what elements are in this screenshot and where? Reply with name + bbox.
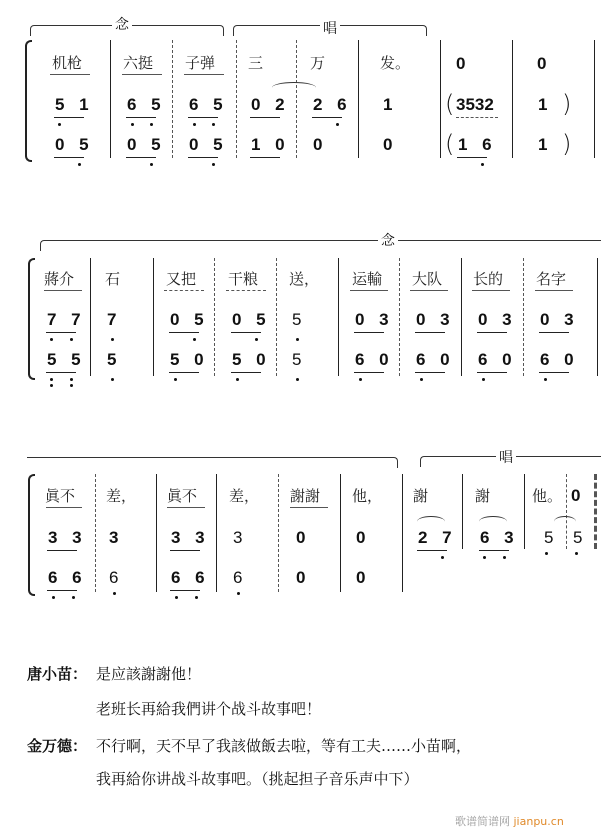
beam <box>170 590 200 591</box>
barline-dashed <box>399 258 400 376</box>
note-bottom: 1 0 <box>251 135 290 154</box>
lyric-underline <box>122 74 162 75</box>
beam <box>250 157 280 158</box>
octave-dot <box>420 378 423 381</box>
lyric: 三 <box>248 54 264 72</box>
beam <box>539 332 569 333</box>
octave-dot <box>111 378 114 381</box>
beam <box>169 332 199 333</box>
barline-dashed <box>566 474 567 549</box>
octave-dot <box>441 556 444 559</box>
note-bottom: 5 5 <box>47 350 86 369</box>
note-top: 6 5 <box>127 95 166 114</box>
lyric: 又把 <box>166 270 197 288</box>
beam <box>417 550 447 551</box>
barline <box>597 258 598 376</box>
barline <box>340 474 341 592</box>
lyric-rest: 0 <box>456 54 471 73</box>
note-top: 2 7 <box>418 528 457 547</box>
barline-dashed <box>523 258 524 376</box>
note-bottom: 0 5 <box>189 135 228 154</box>
beam <box>231 372 261 373</box>
octave-dot <box>503 556 506 559</box>
lyric-underline <box>44 290 82 291</box>
barline <box>90 258 91 376</box>
note-top: 5 <box>544 528 559 547</box>
beam <box>415 372 445 373</box>
note-top: 0 3 <box>540 310 579 329</box>
note-top: 0 2 <box>251 95 290 114</box>
lyric: 眞不 <box>45 487 76 505</box>
octave-dot <box>70 378 73 381</box>
lyric-underline <box>167 507 205 508</box>
barline <box>512 40 513 158</box>
octave-dot <box>50 338 53 341</box>
barline <box>461 258 462 376</box>
note-top: 1 <box>383 95 398 114</box>
section-bracket-line <box>27 457 398 468</box>
note-bottom: 0 5 <box>127 135 166 154</box>
note-bottom: 0 5 <box>55 135 94 154</box>
note-bottom: 5 <box>107 350 122 369</box>
barline <box>110 40 111 158</box>
lyric-rest: 0 <box>571 486 586 505</box>
beam <box>539 372 569 373</box>
lyric: 子弹 <box>185 54 216 72</box>
octave-dot <box>70 384 73 387</box>
lyric-underline <box>226 290 266 291</box>
beam <box>479 550 509 551</box>
beam <box>354 332 384 333</box>
octave-dot <box>52 596 55 599</box>
barline <box>462 474 463 549</box>
lyric: 謝 <box>475 487 491 505</box>
beam <box>231 332 261 333</box>
note-top: 5 <box>292 310 307 329</box>
octave-dot <box>545 552 548 555</box>
octave-dot <box>336 123 339 126</box>
octave-dot <box>212 163 215 166</box>
note-top: 0 <box>296 528 311 547</box>
note-bottom: 0 <box>313 135 328 154</box>
beam <box>188 117 218 118</box>
octave-dot <box>296 378 299 381</box>
note-top: 3532 <box>456 95 494 114</box>
barline <box>338 258 339 376</box>
lyric-underline <box>290 507 328 508</box>
lyric: 名字 <box>536 270 567 288</box>
octave-dot <box>193 123 196 126</box>
note-bottom: 6 6 <box>171 568 210 587</box>
lyric-underline <box>164 290 204 291</box>
tie-arc <box>554 516 576 527</box>
octave-dot <box>58 123 61 126</box>
beam <box>54 117 84 118</box>
barline <box>358 40 359 158</box>
beam <box>188 157 218 158</box>
note-top: 5 <box>573 528 588 547</box>
watermark-cn: 歌谱简谱网 <box>455 815 510 828</box>
note-top: 6 3 <box>480 528 519 547</box>
barline <box>594 40 595 158</box>
beam <box>477 332 507 333</box>
tie-arc <box>272 82 316 93</box>
octave-dot <box>212 123 215 126</box>
octave-dot <box>481 163 484 166</box>
lyric: 他， <box>352 487 383 505</box>
section-label-chang: 唱 <box>320 18 340 38</box>
paren-close: ) <box>562 130 572 158</box>
beam <box>126 157 156 158</box>
note-top: 6 5 <box>189 95 228 114</box>
octave-dot <box>482 378 485 381</box>
lyric-underline <box>350 290 388 291</box>
speaker-name: 唐小苗： <box>27 665 88 683</box>
octave-dot <box>131 123 134 126</box>
barline-dashed <box>172 40 173 158</box>
beam <box>126 117 156 118</box>
note-bottom: 6 <box>109 568 124 587</box>
octave-dot <box>113 592 116 595</box>
beam <box>46 372 76 373</box>
note-top: 3 3 <box>48 528 87 547</box>
octave-dot <box>150 123 153 126</box>
system-brace <box>25 40 32 162</box>
beam <box>477 372 507 373</box>
octave-dot <box>50 384 53 387</box>
lyric-underline <box>184 74 224 75</box>
note-top: 0 3 <box>478 310 517 329</box>
section-bracket-nian <box>40 240 601 251</box>
beam <box>354 372 384 373</box>
note-top: 0 3 <box>355 310 394 329</box>
lyric: 大队 <box>412 270 443 288</box>
paren-close: ) <box>562 90 572 118</box>
lyric: 运輸 <box>352 270 383 288</box>
beam <box>456 117 498 118</box>
speaker-name: 金万德： <box>27 737 88 755</box>
octave-dot <box>544 378 547 381</box>
octave-dot <box>359 378 362 381</box>
dialogue-line: 不行啊，天不早了我該做飯去啦，等有工夫……小苗啊， <box>96 737 472 755</box>
lyric-underline <box>472 290 510 291</box>
lyric-rest: 0 <box>537 54 552 73</box>
barline-dashed <box>236 40 237 158</box>
octave-dot <box>50 378 53 381</box>
lyric: 机枪 <box>52 54 83 72</box>
beam <box>47 590 77 591</box>
note-top: 2 6 <box>313 95 352 114</box>
beam <box>250 117 280 118</box>
note-bottom: 1 <box>538 135 553 154</box>
note-top: 0 5 <box>232 310 271 329</box>
section-label-nian: 念 <box>112 14 132 34</box>
octave-dot <box>575 552 578 555</box>
octave-dot <box>483 556 486 559</box>
note-top: 3 <box>233 528 248 547</box>
lyric: 长的 <box>473 270 504 288</box>
note-bottom: 6 0 <box>355 350 394 369</box>
note-top: 1 <box>538 95 553 114</box>
octave-dot <box>296 338 299 341</box>
note-bottom: 0 <box>383 135 398 154</box>
note-top: 0 3 <box>416 310 455 329</box>
lyric: 干粮 <box>228 270 259 288</box>
note-bottom: 6 0 <box>540 350 579 369</box>
note-bottom: 5 0 <box>232 350 271 369</box>
beam <box>415 332 445 333</box>
lyric-underline <box>535 290 573 291</box>
system-brace <box>28 474 35 596</box>
barline-dashed <box>296 40 297 158</box>
slur-arc <box>417 516 445 527</box>
dialogue-line: 我再給你讲战斗故事吧。（挑起担子音乐声中下） <box>96 770 419 788</box>
note-bottom: 1 6 <box>458 135 497 154</box>
barline <box>524 474 525 549</box>
octave-dot <box>78 163 81 166</box>
barline <box>402 474 403 592</box>
barline <box>153 258 154 376</box>
lyric: 发。 <box>380 54 411 72</box>
barline <box>156 474 157 592</box>
note-bottom: 0 <box>356 568 371 587</box>
note-top: 3 3 <box>171 528 210 547</box>
octave-dot <box>236 378 239 381</box>
note-bottom: 6 <box>233 568 248 587</box>
beam <box>47 550 77 551</box>
note-bottom: 6 0 <box>478 350 517 369</box>
section-label-chang: 唱 <box>496 447 516 467</box>
dialogue-line: 老班长再給我們讲个战斗故事吧！ <box>96 700 322 718</box>
barline-dashed <box>214 258 215 376</box>
lyric: 万 <box>310 54 326 72</box>
note-bottom: 0 <box>296 568 311 587</box>
octave-dot <box>70 338 73 341</box>
octave-dot <box>150 163 153 166</box>
lyric: 六挺 <box>123 54 154 72</box>
note-bottom: 5 <box>292 350 307 369</box>
lyric: 謝謝 <box>290 487 321 505</box>
beam <box>54 157 84 158</box>
note-bottom: 6 6 <box>48 568 87 587</box>
octave-dot <box>237 592 240 595</box>
lyric-underline <box>50 74 90 75</box>
octave-dot <box>195 596 198 599</box>
section-label-nian: 念 <box>378 230 398 250</box>
beam <box>46 332 76 333</box>
lyric: 差， <box>106 487 137 505</box>
barline-dashed <box>278 474 279 592</box>
barline <box>440 40 441 158</box>
note-bottom: 5 0 <box>170 350 209 369</box>
note-top: 3 <box>109 528 124 547</box>
beam <box>457 157 487 158</box>
lyric: 石 <box>105 270 121 288</box>
note-top: 0 5 <box>170 310 209 329</box>
lyric-underline <box>46 507 82 508</box>
lyric: 送， <box>289 270 320 288</box>
note-top: 0 <box>356 528 371 547</box>
note-top: 7 7 <box>47 310 86 329</box>
beam <box>170 550 200 551</box>
note-top: 5 1 <box>55 95 94 114</box>
octave-dot <box>111 338 114 341</box>
lyric: 他。 <box>532 487 563 505</box>
octave-dot <box>175 596 178 599</box>
octave-dot <box>255 338 258 341</box>
beam <box>169 372 199 373</box>
note-top: 7 <box>107 310 122 329</box>
octave-dot <box>174 378 177 381</box>
barline-end <box>594 474 597 549</box>
lyric: 謝 <box>413 487 429 505</box>
lyric: 蔣介 <box>44 270 75 288</box>
barline <box>216 474 217 592</box>
system-brace <box>28 258 35 380</box>
watermark <box>455 813 564 829</box>
paren-open: ( <box>445 130 455 158</box>
slur-arc <box>479 516 507 527</box>
note-bottom: 6 0 <box>416 350 455 369</box>
octave-dot <box>72 596 75 599</box>
lyric: 差， <box>229 487 260 505</box>
paren-open: ( <box>445 90 455 118</box>
watermark-en: jianpu.cn <box>513 815 564 828</box>
barline-dashed <box>95 474 96 592</box>
lyric: 眞不 <box>167 487 198 505</box>
beam <box>312 117 342 118</box>
dialogue-line: 是应該謝謝他！ <box>96 665 202 683</box>
barline-dashed <box>276 258 277 376</box>
octave-dot <box>193 338 196 341</box>
lyric-underline <box>410 290 448 291</box>
